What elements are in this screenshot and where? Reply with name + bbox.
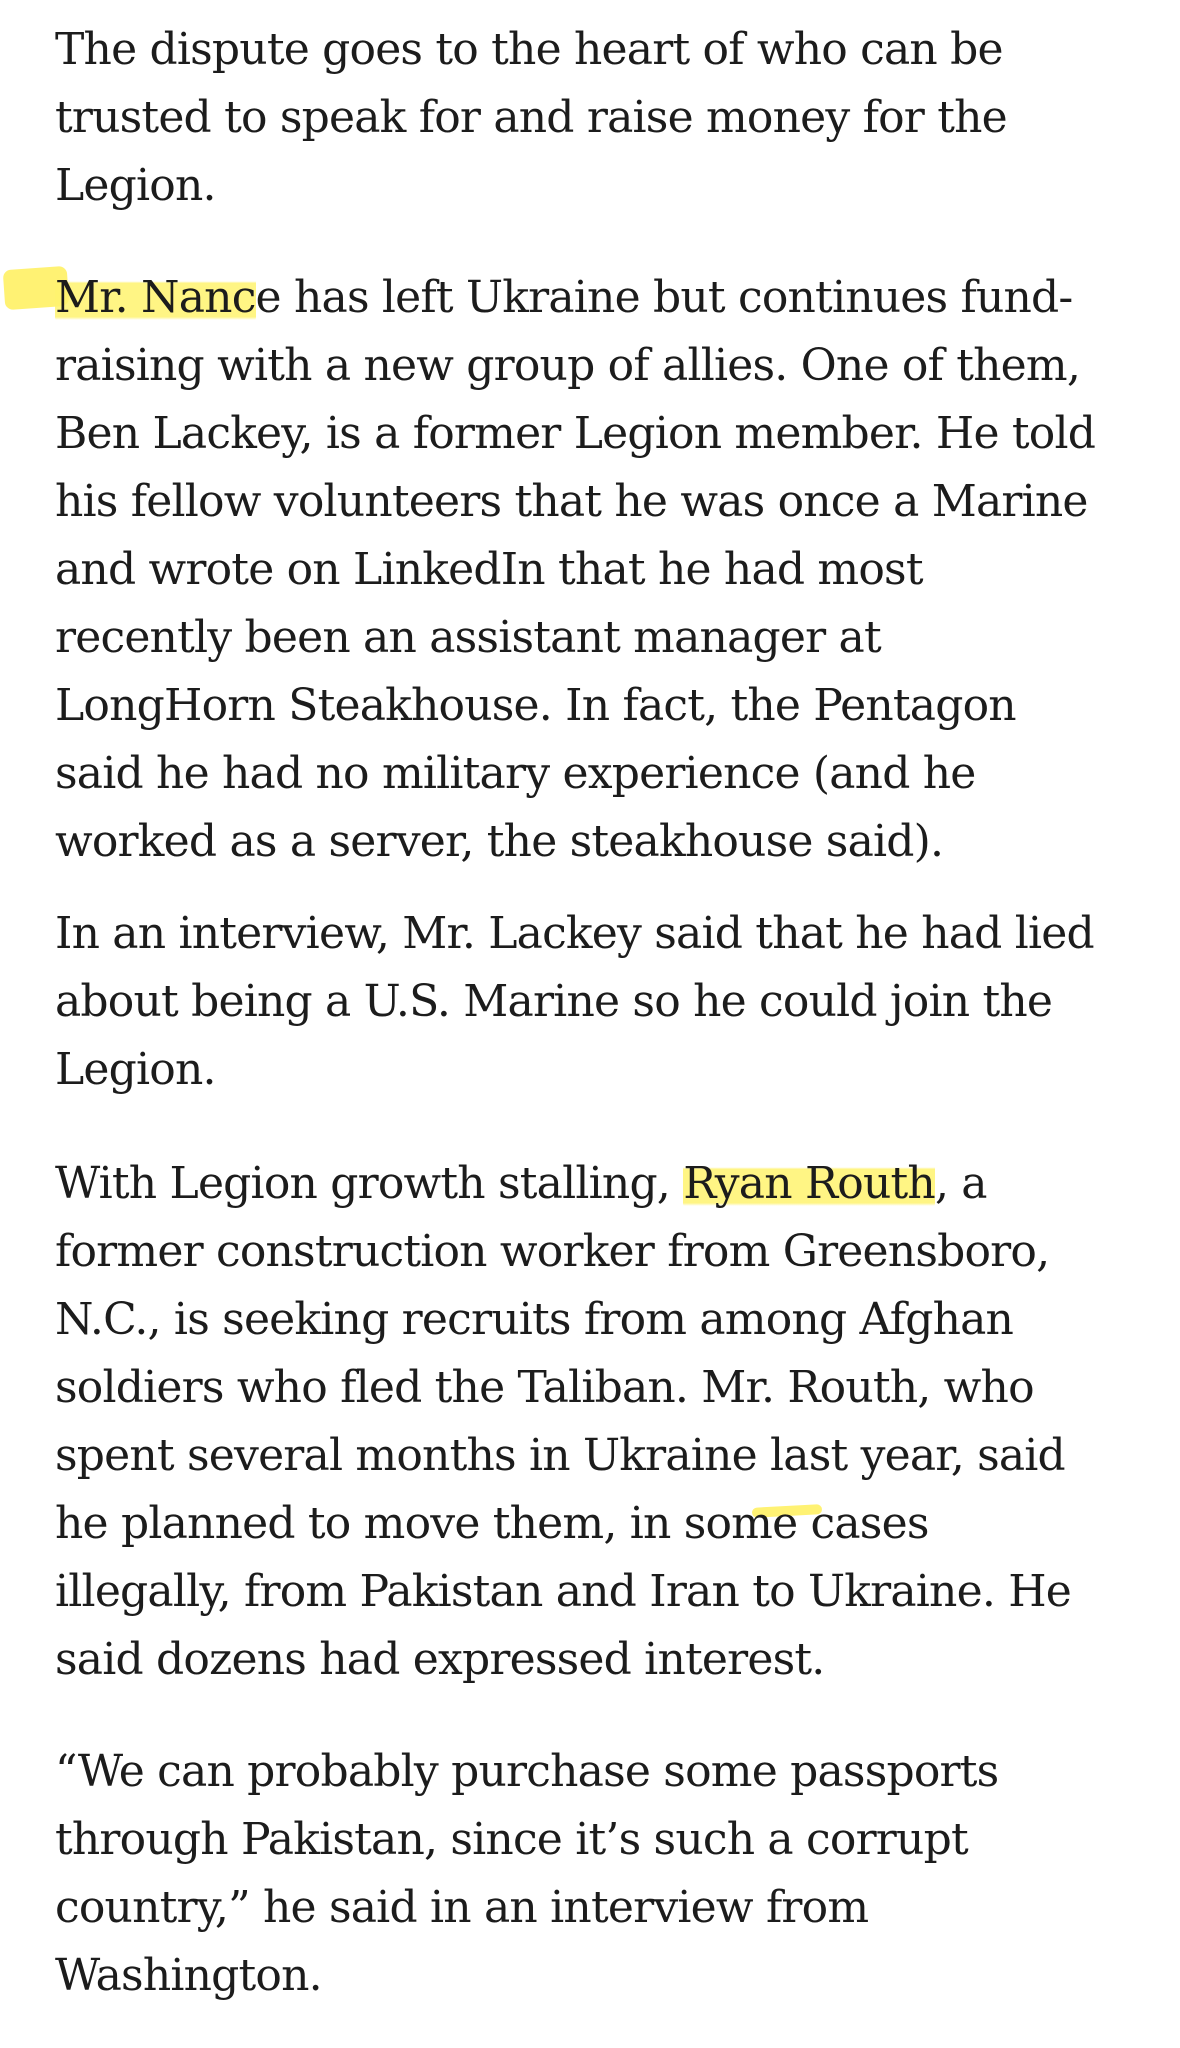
text-line: he planned to move them, in some cases	[55, 1498, 929, 1549]
text-line: recently been an assistant manager at	[55, 612, 881, 663]
text-line	[55, 1150, 1071, 1218]
highlighted-text: Mr. Nanc	[55, 272, 256, 323]
text-line: and wrote on LinkedIn that he had most	[55, 544, 923, 595]
paragraph-2	[55, 264, 1095, 876]
text-line: trusted to speak for and raise money for the	[55, 92, 1007, 143]
text-line: N.C., is seeking recruits from among Afghan	[55, 1294, 1014, 1345]
text-segment: e has left Ukraine but continues fund-	[255, 272, 1073, 323]
text-line	[55, 264, 1095, 332]
paragraph-1	[55, 16, 1007, 220]
text-line: former construction worker from Greensboro,	[55, 1226, 1050, 1277]
text-line: said he had no military experience (and he	[55, 748, 976, 799]
text-line: Ben Lackey, is a former Legion member. He told	[55, 408, 1096, 459]
text-line: In an interview, Mr. Lackey said that he had lied	[55, 908, 1094, 959]
text-line: Washington.	[55, 1950, 322, 2001]
text-line: Legion.	[55, 1044, 216, 1095]
text-line: country,” he said in an interview from	[55, 1882, 869, 1933]
text-line: his fellow volunteers that he was once a Marine	[55, 476, 1088, 527]
text-line: “We can probably purchase some passports	[55, 1746, 999, 1797]
text-line: raising with a new group of allies. One of them,	[55, 340, 1081, 391]
text-line: worked as a server, the steakhouse said).	[55, 816, 944, 867]
text-segment: , a	[934, 1158, 987, 1209]
text-line: The dispute goes to the heart of who can be	[55, 24, 1003, 75]
text-line: Legion.	[55, 160, 216, 211]
text-segment: With Legion growth stalling,	[55, 1158, 684, 1209]
paragraph-3	[55, 900, 1094, 1104]
text-line: LongHorn Steakhouse. In fact, the Pentagon	[55, 680, 1016, 731]
paragraph-4	[55, 1150, 1071, 1694]
text-line: through Pakistan, since it’s such a corrupt	[55, 1814, 968, 1865]
text-line: about being a U.S. Marine so he could join the	[55, 976, 1053, 1027]
paragraph-5	[55, 1738, 998, 2010]
text-line: illegally, from Pakistan and Iran to Ukraine. He	[55, 1566, 1072, 1617]
text-line: soldiers who fled the Taliban. Mr. Routh, who	[55, 1362, 1034, 1413]
highlighted-text: Ryan Routh	[683, 1158, 935, 1209]
text-line: spent several months in Ukraine last year, said	[55, 1430, 1065, 1481]
text-line: said dozens had expressed interest.	[55, 1634, 825, 1685]
